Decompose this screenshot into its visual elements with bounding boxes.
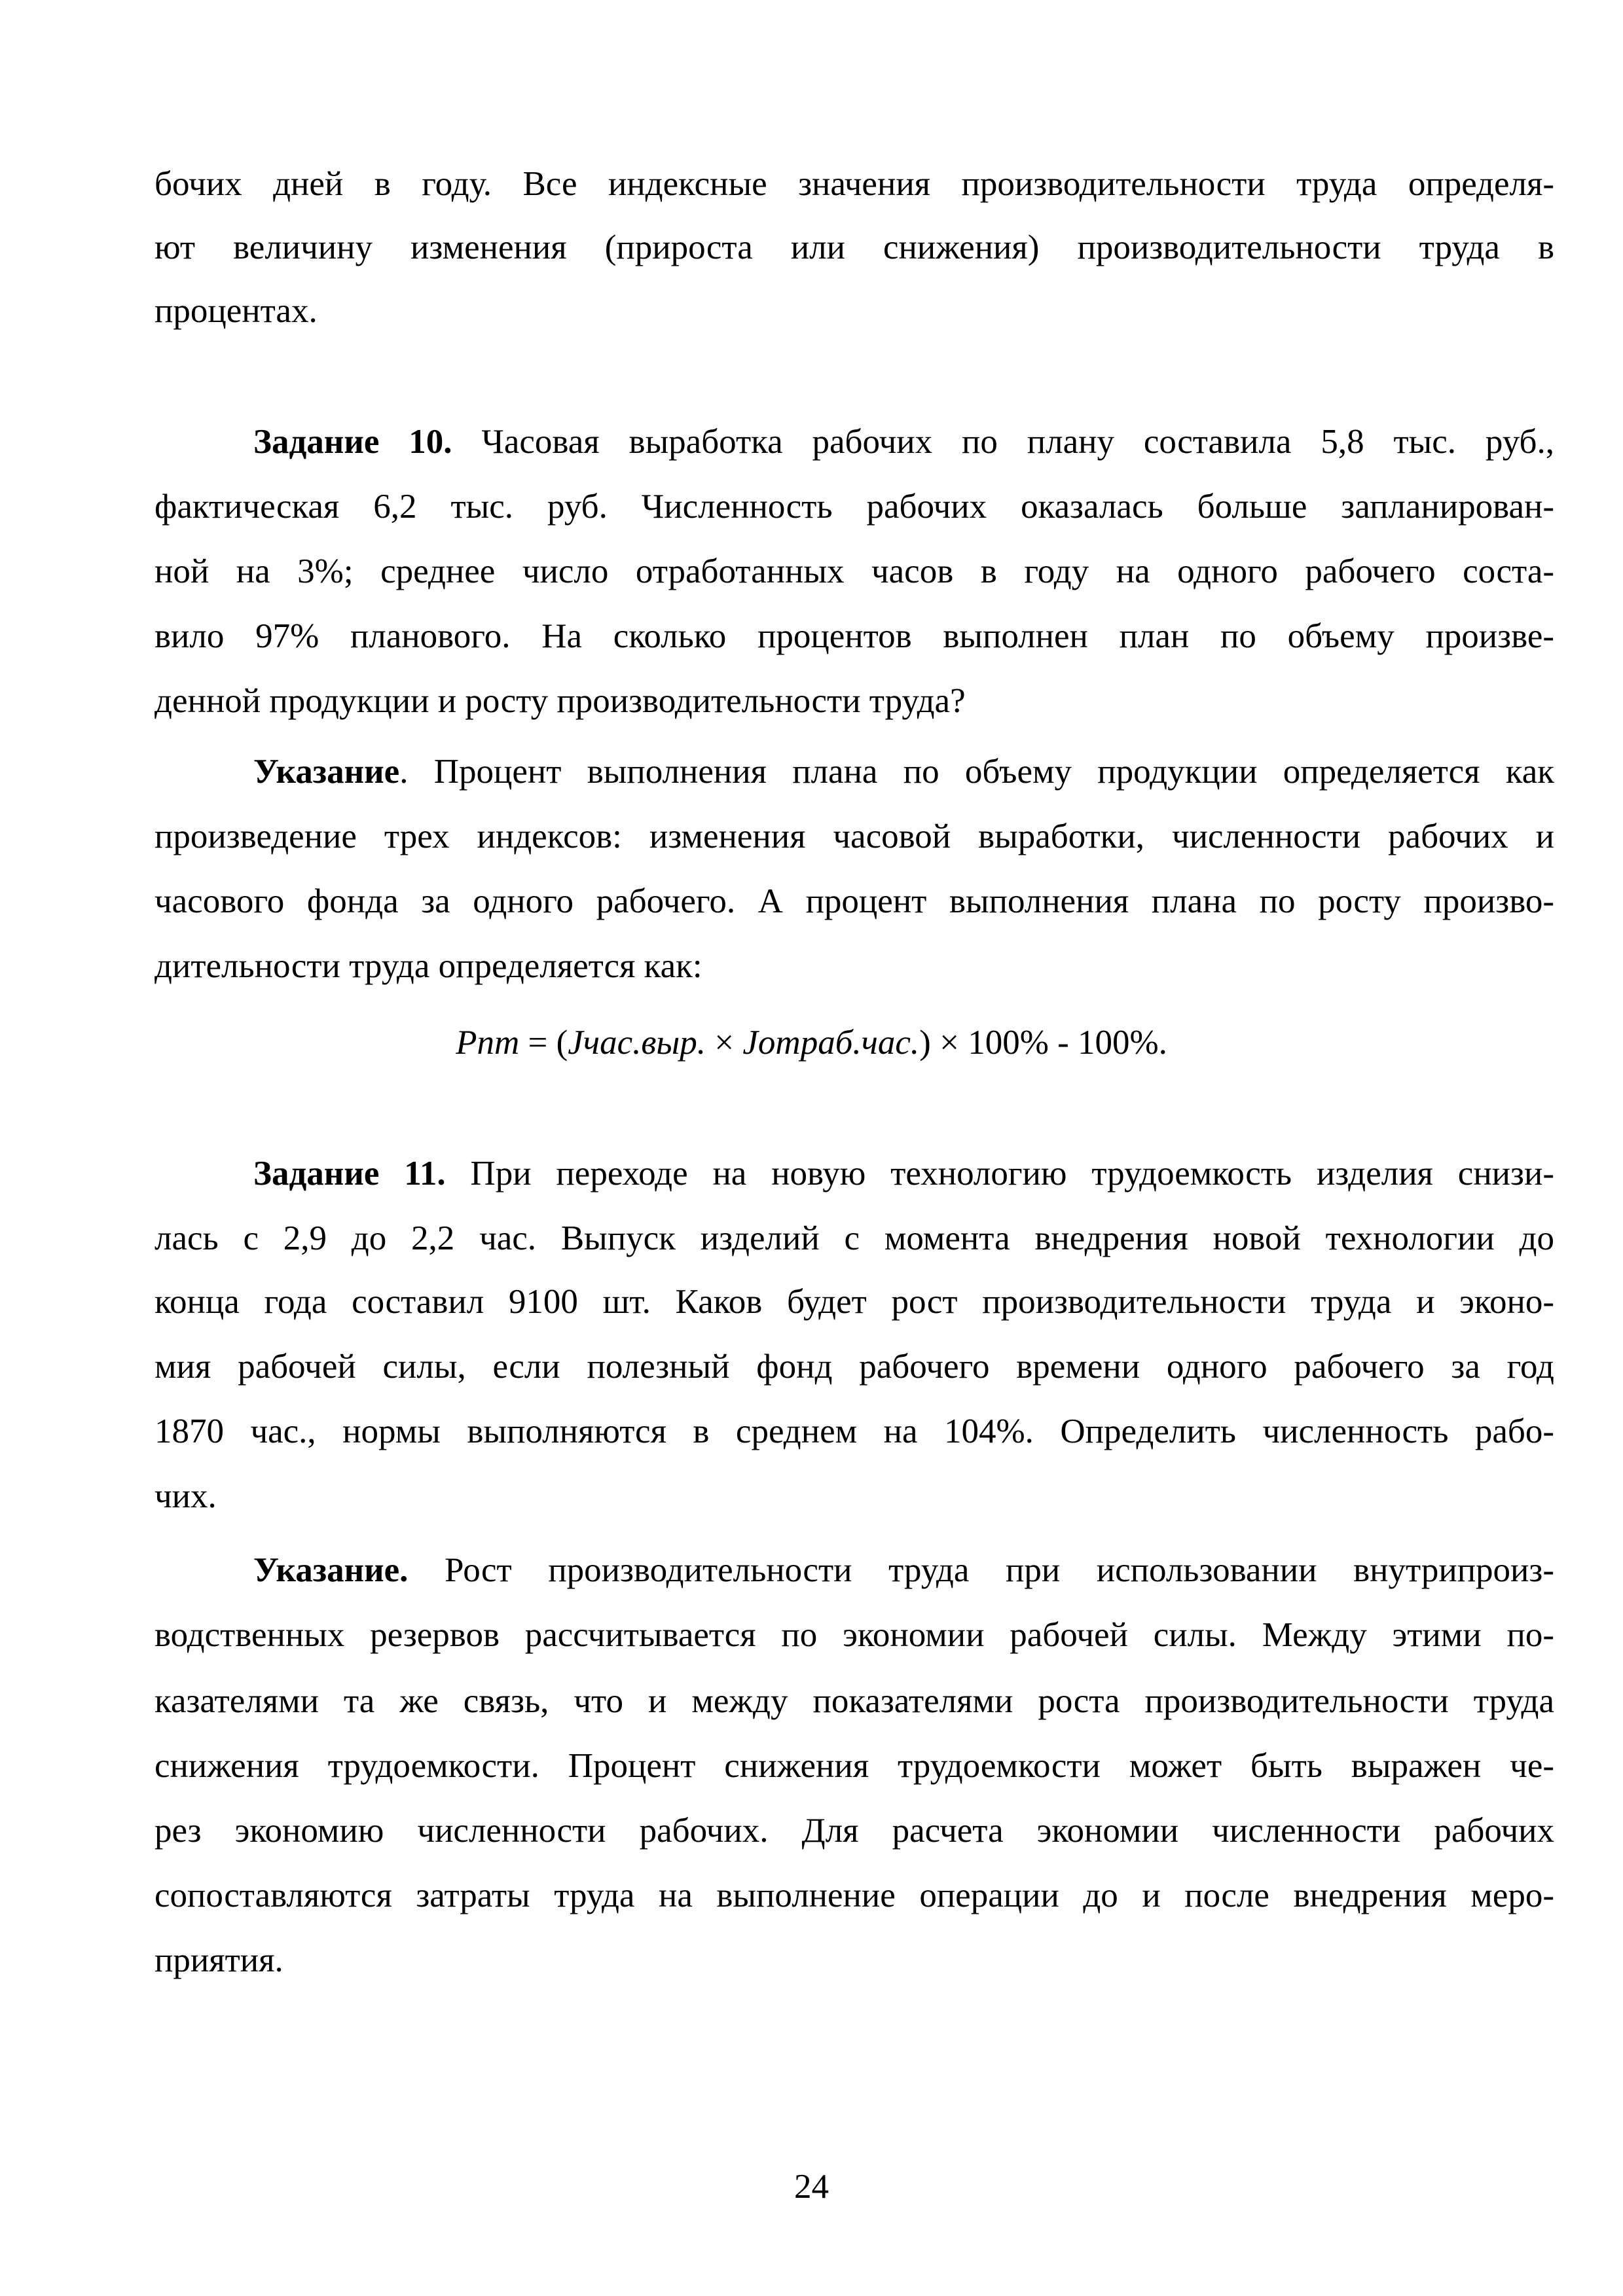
hint-10-line bbox=[253, 749, 1554, 795]
line-text: 1870 час., нормы выполняются в среднем на 104%. Определить численность рабо- bbox=[155, 1412, 1554, 1450]
line-text: Рост производительности труда при использовании внутрипроиз- bbox=[408, 1551, 1554, 1589]
formula bbox=[0, 1020, 1623, 1066]
line-text: чих. bbox=[155, 1477, 217, 1515]
hint-11-line bbox=[155, 1937, 1554, 1983]
line-text: приятия. bbox=[155, 1941, 283, 1979]
formula-rest: ) × 100% - 100%. bbox=[919, 1024, 1167, 1062]
hint-10-line bbox=[155, 943, 1554, 989]
line-text: произведение трех индексов: изменения часовой выработки, численности рабочих и bbox=[155, 817, 1554, 855]
task-10-line bbox=[155, 548, 1554, 594]
line-text: ной на 3%; среднее число отработанных часов в году на одного рабочего соста- bbox=[155, 552, 1554, 590]
line-text: Часовая выработка рабочих по плану составила 5,8 тыс. руб., bbox=[452, 423, 1554, 461]
intro-continued-line bbox=[155, 161, 1554, 207]
hint-11-line bbox=[155, 1743, 1554, 1789]
line-text: водственных резервов рассчитывается по экономии рабочей силы. Между этими по- bbox=[155, 1616, 1554, 1654]
line-text: денной продукции и росту производительности труда? bbox=[155, 682, 966, 720]
line-text: лась с 2,9 до 2,2 час. Выпуск изделий с момента внедрения новой технологии до bbox=[155, 1219, 1554, 1257]
task-11-line bbox=[253, 1151, 1554, 1196]
line-text: рез экономию численности рабочих. Для расчета экономии численности рабочих bbox=[155, 1812, 1554, 1850]
task-10-line bbox=[155, 484, 1554, 529]
line-text: снижения трудоемкости. Процент снижения трудоемкости может быть выражен че- bbox=[155, 1747, 1554, 1785]
line-text: ют величину изменения (прироста или снижения) производительности труда в bbox=[155, 228, 1554, 266]
task-11-line bbox=[155, 1215, 1554, 1261]
hint-11-line bbox=[155, 1678, 1554, 1724]
intro-continued-line bbox=[155, 288, 1554, 334]
task-10-line bbox=[155, 678, 1554, 724]
hint-11-line bbox=[155, 1873, 1554, 1918]
line-text: фактическая 6,2 тыс. руб. Численность рабочих оказалась больше запланирован- bbox=[155, 488, 1554, 526]
line-text: вило 97% планового. На сколько процентов выполнен план по объему произве- bbox=[155, 617, 1554, 655]
hint-10-line bbox=[155, 814, 1554, 859]
hint-10-heading: Указание bbox=[253, 753, 400, 791]
task-10-line bbox=[155, 613, 1554, 659]
hint-11-line bbox=[253, 1547, 1554, 1593]
hint-11-line bbox=[155, 1808, 1554, 1854]
intro-continued-line bbox=[155, 224, 1554, 270]
task-11-line bbox=[155, 1408, 1554, 1454]
line-text: . Процент выполнения плана по объему продукции определяется как bbox=[399, 753, 1554, 791]
hint-11-line bbox=[155, 1612, 1554, 1658]
formula-times: × bbox=[706, 1024, 743, 1062]
formula-index-b: Jотраб.час. bbox=[742, 1024, 920, 1062]
line-text: процентах. bbox=[155, 292, 318, 330]
hint-10-line bbox=[155, 878, 1554, 924]
task-11-line bbox=[155, 1344, 1554, 1390]
line-text: сопоставляются затраты труда на выполнение операции до и после внедрения меро- bbox=[155, 1876, 1554, 1914]
line-text: дительности труда определяется как: bbox=[155, 947, 702, 985]
task-11-heading: Задание 11. bbox=[253, 1155, 446, 1193]
hint-11-heading: Указание. bbox=[253, 1551, 409, 1589]
task-10-heading: Задание 10. bbox=[253, 423, 452, 461]
task-10-line bbox=[253, 419, 1554, 465]
task-11-line bbox=[155, 1279, 1554, 1325]
line-text: конца года составил 9100 шт. Каков будет рост производительности труда и эконо- bbox=[155, 1283, 1554, 1321]
line-text: часового фонда за одного рабочего. А процент выполнения плана по росту произво- bbox=[155, 882, 1554, 920]
formula-lhs: Рпт bbox=[456, 1024, 520, 1062]
line-text: мия рабочей силы, если полезный фонд рабочего времени одного рабочего за год bbox=[155, 1348, 1554, 1386]
task-11-line bbox=[155, 1473, 1554, 1519]
line-text: казателями та же связь, что и между показателями роста производительности труда bbox=[155, 1682, 1554, 1720]
page-number: 24 bbox=[794, 2168, 829, 2206]
formula-index-a: Jчас.выр. bbox=[568, 1024, 706, 1062]
line-text: бочих дней в году. Все индексные значения производительности труда определя- bbox=[155, 165, 1554, 203]
formula-eq: = ( bbox=[519, 1024, 568, 1062]
line-text: При переходе на новую технологию трудоемкость изделия снизи- bbox=[445, 1155, 1554, 1193]
